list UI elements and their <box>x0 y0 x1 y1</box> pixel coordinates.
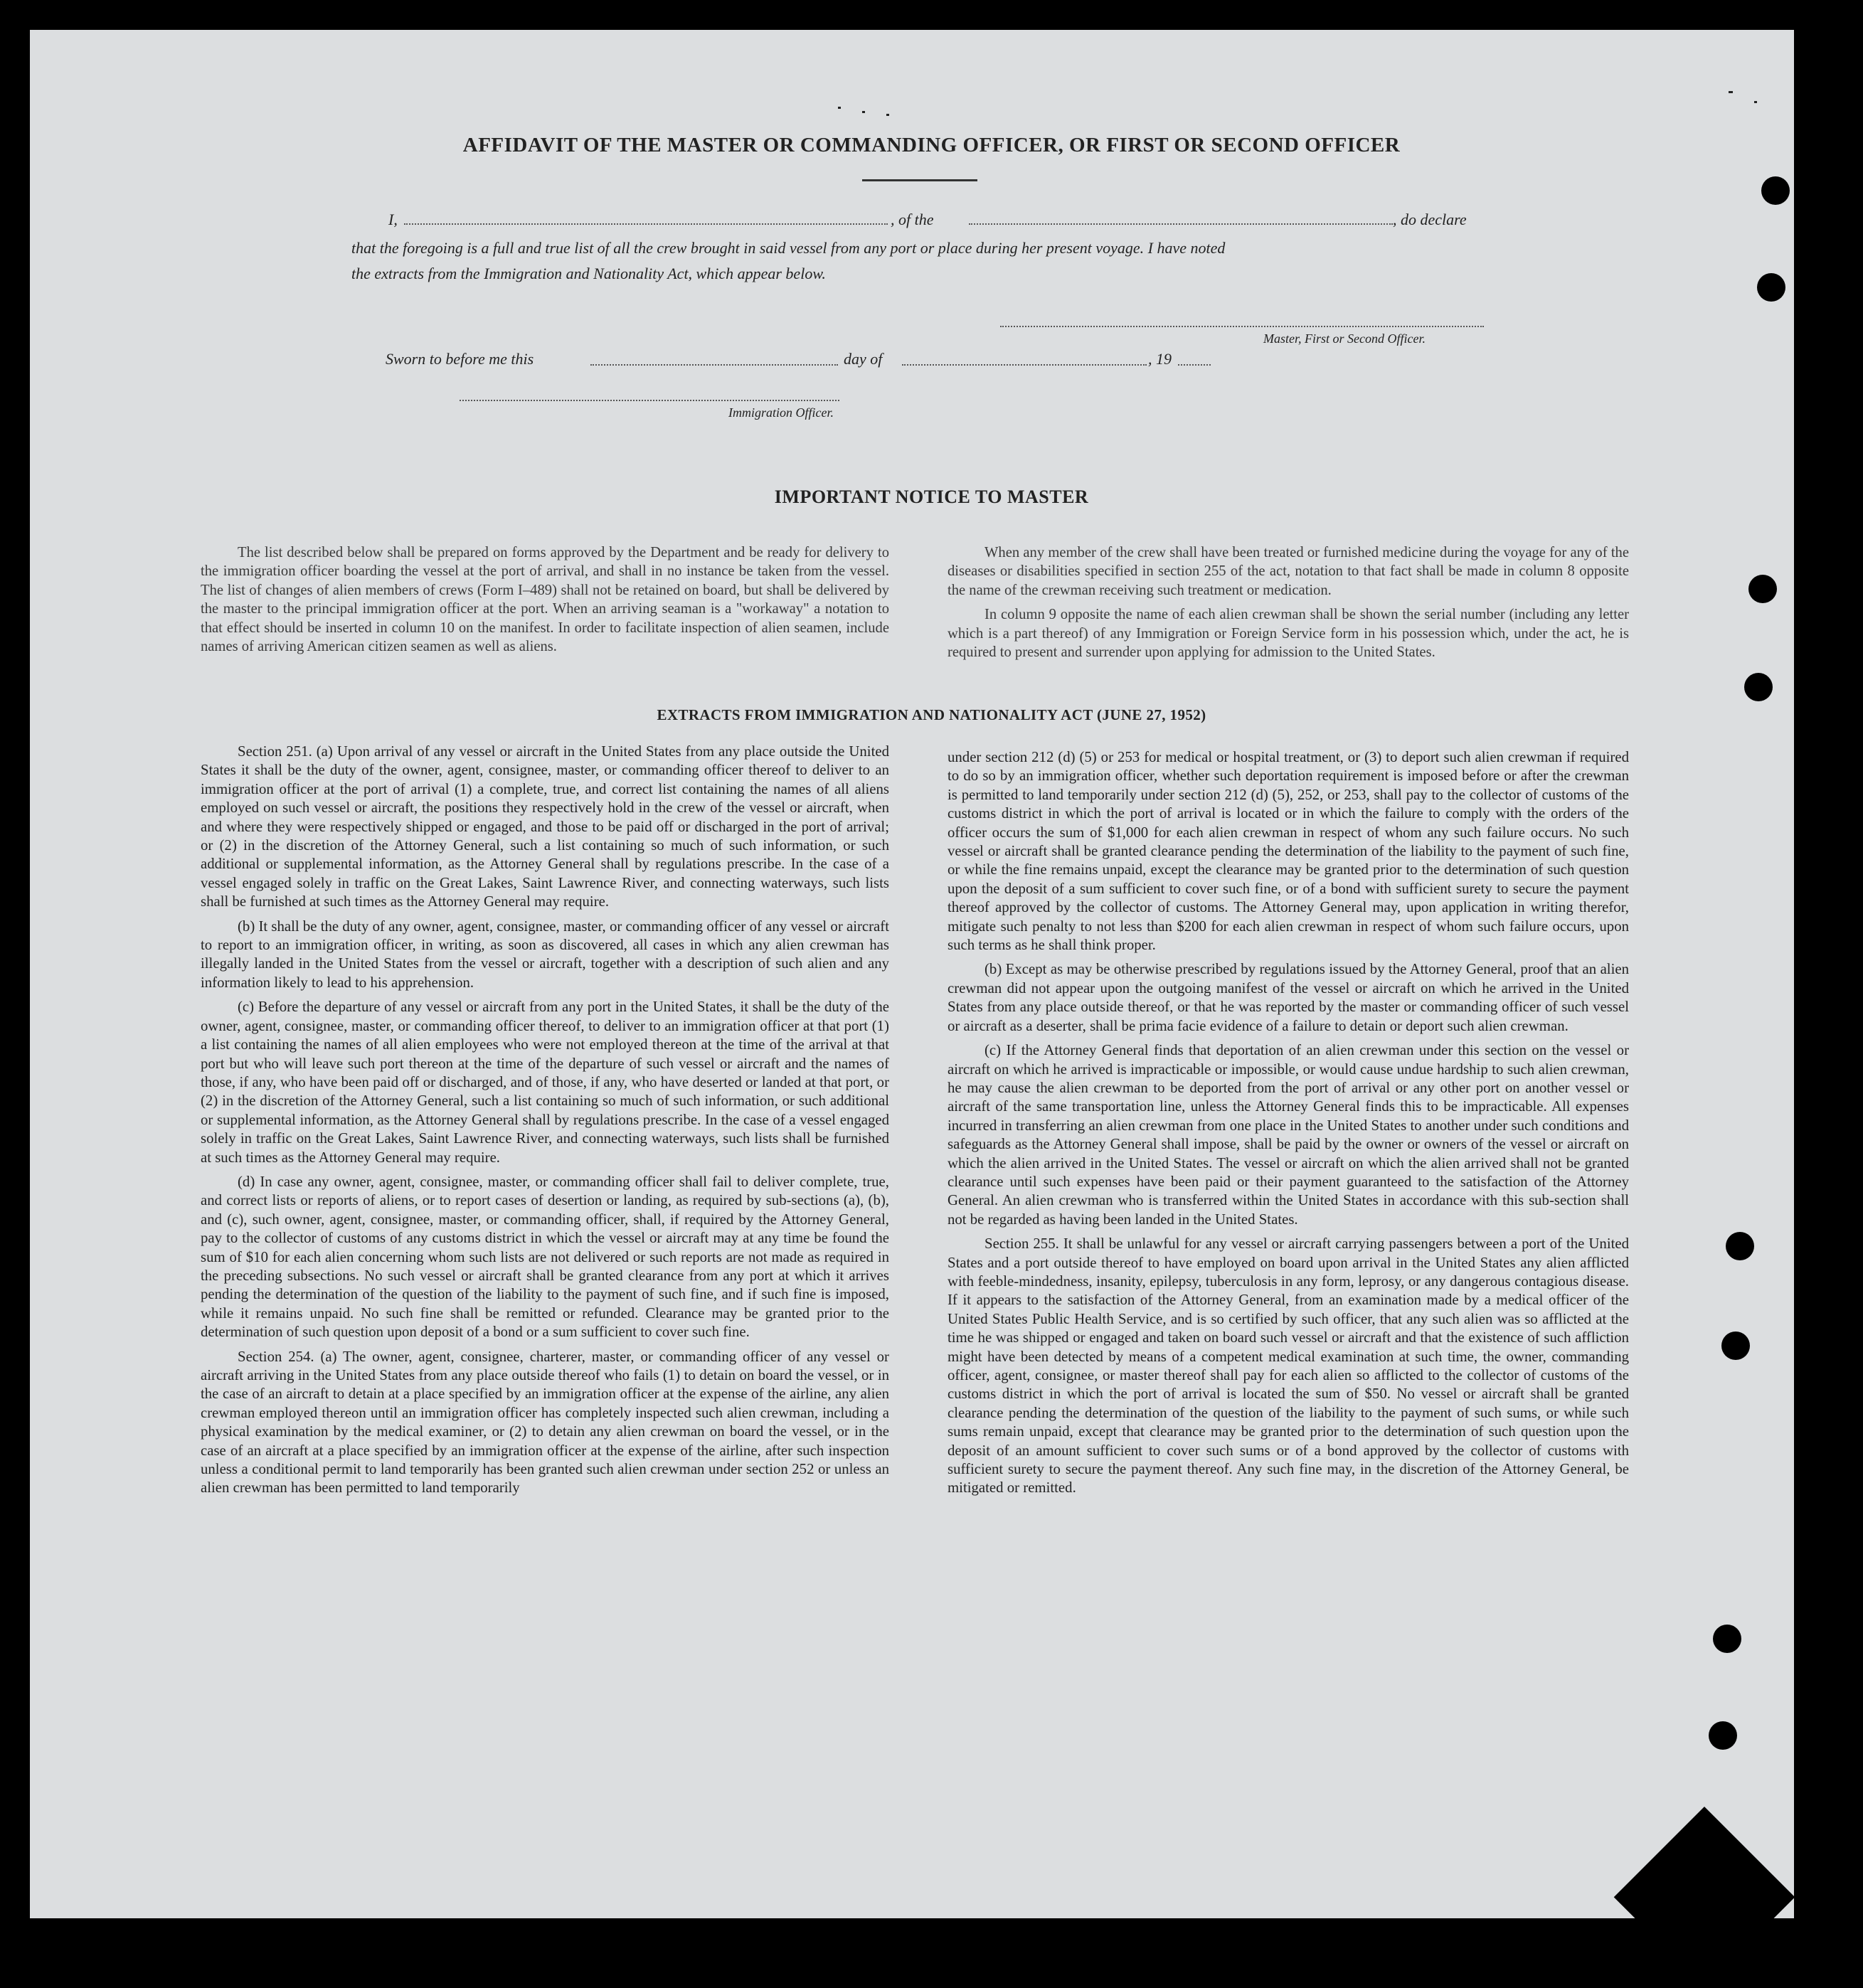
ink-speck <box>838 107 841 109</box>
ink-speck <box>1754 101 1757 103</box>
punch-hole <box>1748 575 1777 603</box>
notice-left-column <box>201 543 889 661</box>
extracts-left-column <box>201 743 889 1504</box>
ink-speck <box>886 114 889 116</box>
notice-paragraph: When any member of the crew shall have been treated or furnished medicine during the voyage for any of the diseases or disabilities specified in section 255 of the act, notation to that fact shall be made in column 8 opposite the name of the crewman receiving such treatment or medication. <box>948 545 1629 598</box>
affiant-prefix: I, <box>388 211 398 228</box>
extracts-title: EXTRACTS FROM IMMIGRATION AND NATIONALITY ACT (JUNE 27, 1952) <box>657 706 1206 723</box>
extracts-right-column <box>948 748 1629 1504</box>
notice-paragraph: In column 9 opposite the name of each alien crewman shall be shown the serial number (including any letter which is a part thereof) of any Immigration or Foreign Service form in his possession which, under the act, he is required to present and surrender upon applying for admission to the United States. <box>948 607 1629 661</box>
of-the-label: , of the <box>891 211 934 228</box>
title-rule <box>862 179 977 181</box>
affidavit-title: AFFIDAVIT OF THE MASTER OR COMMANDING OFFICER, OR FIRST OR SECOND OFFICER <box>462 134 1401 156</box>
master-signature-label: Master, First or Second Officer. <box>1263 331 1426 346</box>
section-paragraph: Section 251. (a) Upon arrival of any vessel or aircraft in the United States from any place outside the United States it shall be the duty of the owner, agent, consignee, master, or commanding officer thereof to deliver to an immigration officer at the port of arrival (1) a complete, true, and correct list containing the names of all aliens employed on such vessel or aircraft, the positions they respectively hold in the crew of the vessel or aircraft, when and where they were respectively shipped or engaged, and those to be paid off or discharged in the port of arrival; or (2) in the discretion of the Attorney General, such a list containing so much of such information, or such additional or supplemental information, as the Attorney General shall by regulations prescribe. In the case of a vessel engaged solely in traffic on the Great Lakes, Saint Lawrence River, and connecting waterways, such lists shall be furnished at such times as the Attorney General may require. <box>201 743 889 910</box>
sworn-day-field[interactable] <box>590 364 838 366</box>
section-paragraph: (c) Before the departure of any vessel or aircraft from any port in the United States, it shall be the duty of the owner, agent, consignee, master, or commanding officer thereof, to deliver to an immigration officer at that port (1) a list containing the names of all alien employees who were not employed thereon at the time of the arrival at that port but who will leave such port thereon at the time of the departure of such vessel or aircraft and the names of those, if any, who have been paid off or discharged, and of those, if any, who have deserted or landed at that port, or (2) in the discretion of the Attorney General, such a list containing so much of such information, or such additional or supplemental information, as the Attorney General shall by regulations prescribe. In the case of a vessel engaged solely in traffic on the Great Lakes, Saint Lawrence River, and connecting waterways, such lists shall be furnished at such times as the Attorney General may require. <box>201 999 889 1166</box>
punch-hole <box>1726 1232 1754 1260</box>
section-paragraph: (b) Except as may be otherwise prescribed by regulations issued by the Attorney General, proof that an alien crewman did not appear upon the outgoing manifest of the vessel or aircraft on which he arrived in the United States from any place outside thereof, or that he was reported by the master or commanding officer of such vessel or aircraft as a deserter, shall be prima facie evidence of a failure to detain or deport such alien crewman. <box>948 961 1629 1034</box>
section-paragraph: Section 254. (a) The owner, agent, consignee, charterer, master, or commanding officer of any vessel or aircraft arriving in the United States from any place outside thereof who fails (1) to detain on board the vessel, or in the case of an aircraft to detain at a place specified by an immigration officer at the expense of the airline, any alien crewman employed thereon until an immigration officer has completely inspected such alien crewman, including a physical examination by the medical examiner, or (2) to detain any alien crewman on board the vessel, or in the case of an aircraft at a place specified by an immigration officer at the expense of the airline, after such inspection unless a conditional permit to land temporarily has been granted such alien crewman under section 252 or unless an alien crewman has been permitted to land temporarily <box>201 1348 889 1497</box>
sworn-label: Sworn to before me this <box>386 350 534 368</box>
punch-hole <box>1713 1625 1741 1653</box>
punch-hole <box>1757 273 1785 302</box>
do-declare-label: , do declare <box>1393 211 1467 228</box>
sworn-year-field[interactable] <box>1178 364 1211 366</box>
affiant-name-field[interactable] <box>404 223 888 225</box>
master-signature-line[interactable] <box>1000 326 1484 327</box>
section-paragraph: Section 255. It shall be unlawful for any vessel or aircraft carrying passengers between a port of the United States and a port outside thereof to have employed on board upon arrival in the United States any alien afflicted with feeble-mindedness, insanity, epilepsy, tuberculosis in any form, leprosy, or any dangerous contagious disease. If it appears to the satisfaction of the Attorney General, from an examination made by a medical officer of the United States Public Health Service, and is so certified by such officer, that any such alien was so afflicted at the time he was shipped or engaged and taken on board such vessel or aircraft and that the existence of such affliction might have been detected by means of a competent medical examination at such time, the owner, commanding officer, agent, consignee, or master thereof shall pay for each alien so afflicted to the collector of customs of the customs district in which the port of arrival is located the sum of $50. No vessel or aircraft shall be granted clearance pending the determination of the question of the liability to the payment of such sums, or while such sums remain unpaid, except that clearance may be granted prior to the determination of such question upon the deposit of an amount sufficient to cover such sums or of a bond approved by the collector of customs with sufficient surety to secure the payment thereof. Any such fine may, in the discretion of the Attorney General, be mitigated or remitted. <box>948 1235 1629 1497</box>
day-of-label: day of <box>844 350 883 368</box>
punch-hole <box>1709 1721 1737 1750</box>
ink-speck <box>1729 91 1733 93</box>
notice-paragraph: The list described below shall be prepared on forms approved by the Department and be ready for delivery to the immigration officer boarding the vessel at the port of arrival, and shall in no instance be taken from the vessel. The list of changes of alien members of crews (Form I–489) shall not be retained on board, but shall be delivered by the master to the principal immigration officer at the port. When an arriving seaman is a "workaway" a notation to that effect should be inserted in column 10 on the manifest. In order to facilitate inspection of alien seamen, include names of arriving American citizen seamen as well as aliens. <box>201 545 889 655</box>
sworn-month-field[interactable] <box>902 364 1147 366</box>
section-paragraph: (c) If the Attorney General finds that deportation of an alien crewman under this section on the vessel or aircraft on which he arrived is impracticable or impossible, or would cause undue hardship to such alien crewman, he may cause the alien crewman to be deported from the port of arrival or any other port on another vessel or aircraft of the same transportation line, unless the Attorney General finds this to be impracticable. All expenses incurred in transferring an alien crewman from one place in the United States to another under such conditions and safeguards as the Attorney General shall impose, shall be paid by the owner or owners of the vessel or aircraft on which the alien arrived in the United States. The vessel or aircraft on which the alien arrived shall not be granted clearance until such expenses have been paid or their payment guaranteed to the satisfaction of the Attorney General. An alien crewman who is transferred within the United States in accordance with this sub-section shall not be regarded as having been landed in the United States. <box>948 1042 1629 1228</box>
affidavit-statement-line: that the foregoing is a full and true list of all the crew brought in said vessel from any port or place during her present voyage. I have noted <box>351 239 1226 257</box>
affidavit-statement-line: the extracts from the Immigration and Nationality Act, which appear below. <box>351 265 826 282</box>
section-paragraph: (b) It shall be the duty of any owner, agent, consignee, master, or commanding officer of any vessel or aircraft to report to an immigration officer, in writing, as soon as discovered, all cases in which any alien crewman has illegally landed in the United States from the vessel or aircraft, together with a description of such alien and any information likely to lead to his apprehension. <box>201 918 889 991</box>
notice-title: IMPORTANT NOTICE TO MASTER <box>774 487 1089 507</box>
immigration-officer-signature-line[interactable] <box>460 400 839 401</box>
section-paragraph: under section 212 (d) (5) or 253 for medical or hospital treatment, or (3) to deport such alien crewman if required to do so by an immigration officer, whether such deportation requirement is imposed before or after the crewman is permitted to land temporarily under section 212 (d) (5), 252, or 253, shall pay to the collector of customs of the customs district in which the port of arrival is located or in which the failure to comply with the orders of the officer occurs the sum of $1,000 for each alien crewman in respect of whom any such failure occurs. No such vessel or aircraft shall be granted clearance pending the determination of the liability to the payment of such fine, or while the fine remains unpaid, except the clearance may be granted prior to the determination of such question upon the deposit of a sum sufficient to cover such fine, or of a bond with sufficient surety to secure the payment thereof approved by the collector of customs. The Attorney General may, upon application in writing therefor, mitigate such penalty to not less than $200 for each alien crewman in respect of whom such failure occurs, upon such terms as he shall think proper. <box>948 749 1629 954</box>
punch-hole <box>1744 673 1773 701</box>
immigration-officer-label: Immigration Officer. <box>728 405 834 420</box>
punch-hole <box>1761 176 1790 205</box>
vessel-name-field[interactable] <box>969 223 1393 225</box>
notice-right-column <box>948 543 1629 667</box>
year-label: , 19 <box>1148 350 1172 368</box>
ink-speck <box>862 111 865 113</box>
punch-hole <box>1721 1331 1750 1360</box>
section-paragraph: (d) In case any owner, agent, consignee, master, or commanding officer shall fail to deliver complete, true, and correct lists or reports of aliens, or to report cases of desertion or landing, as required by sub-sections (a), (b), and (c), such owner, agent, consignee, master, or commanding officer, shall, if required by the Attorney General, pay to the collector of customs of any customs district in which the vessel or aircraft may at any time be found the sum of $10 for each alien concerning whom such lists are not delivered or such reports are not made as required in the preceding subsections. No such vessel or aircraft shall be granted clearance from any port at which it arrives pending the determination of the question of the liability to the payment of such fine, and if such fine is imposed, while it remains unpaid. No such fine shall be remitted or refunded. Clearance may be granted prior to the determination of such question upon deposit of a bond or a sum sufficient to cover such fine. <box>201 1173 889 1341</box>
